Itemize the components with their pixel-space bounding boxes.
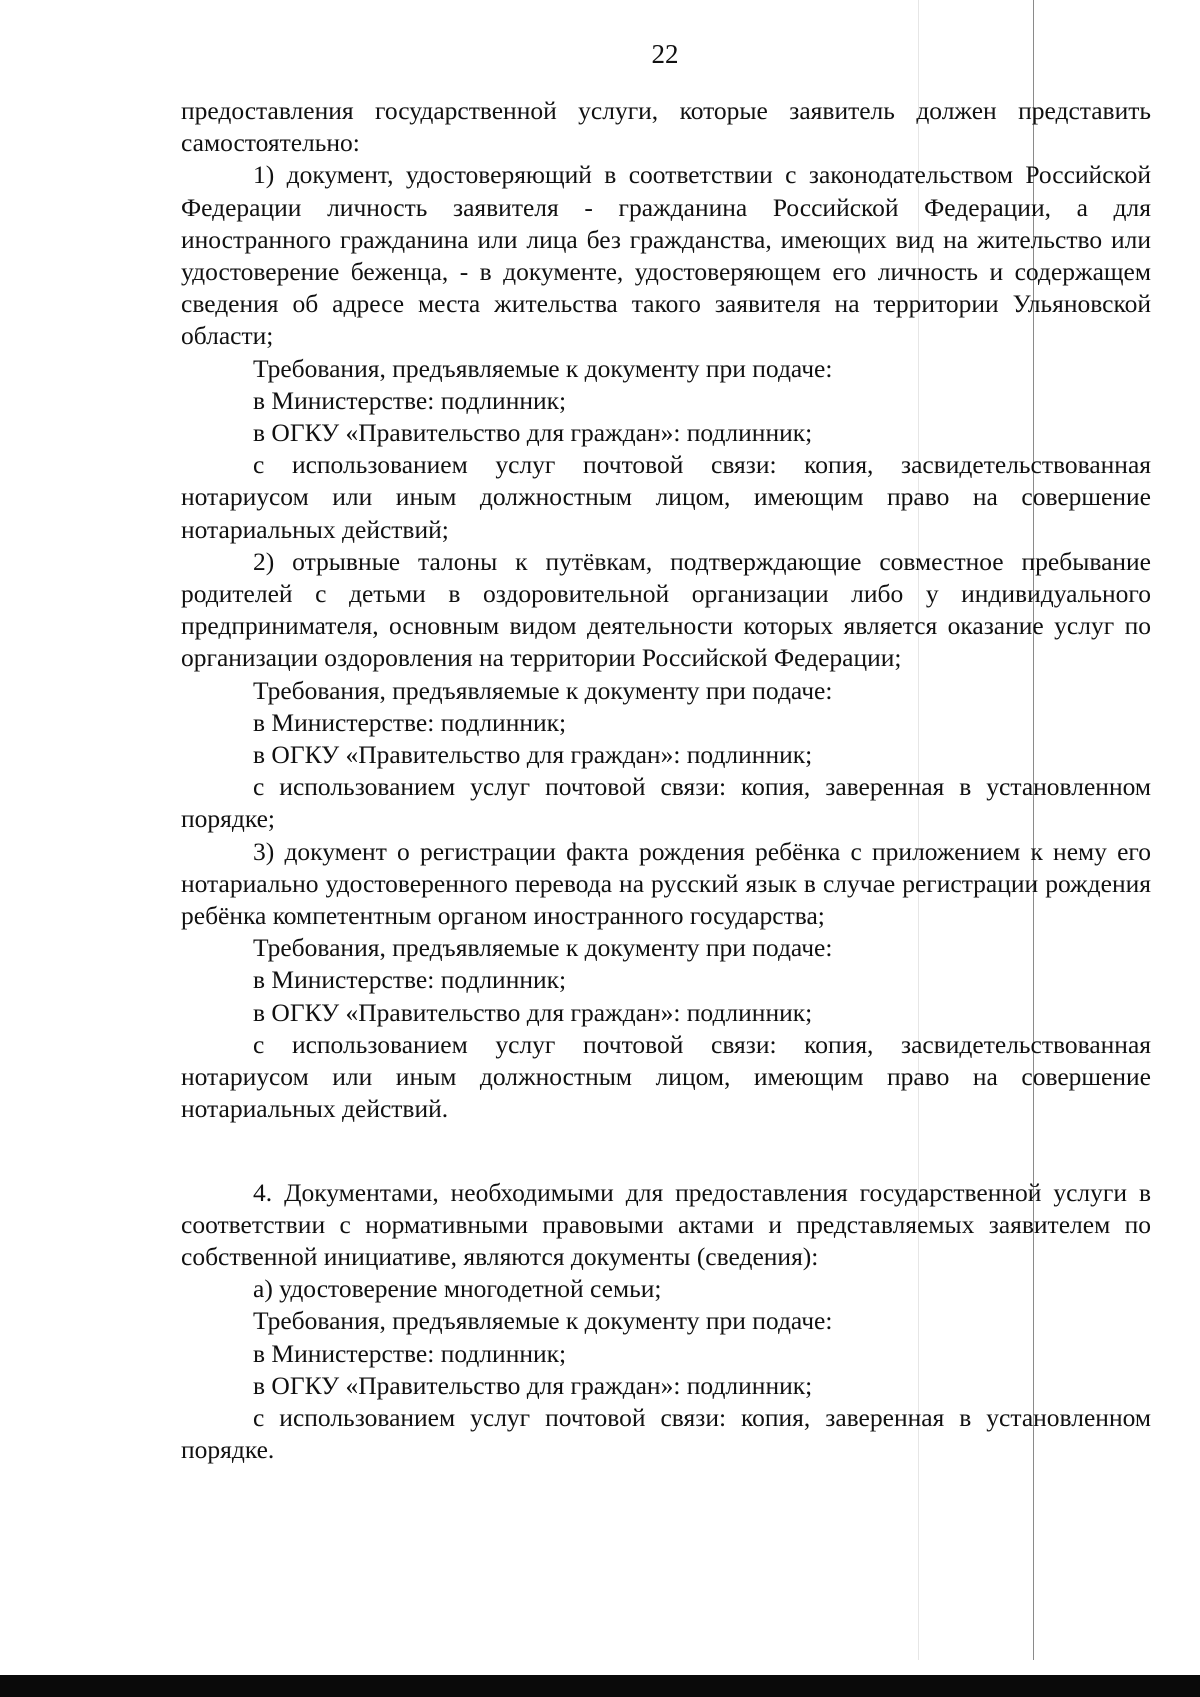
paragraph: 2) отрывные талоны к путёвкам, подтверждающие совместное пребывание родителей с детьми в оздоровительной организации либо у индивидуального предпринимателя, основным видом деятельности которых является оказание услуг по организации оздоровления на территории Российской Федерации;: [181, 546, 1151, 673]
paragraph: в ОГКУ «Правительство для граждан»: подлинник;: [253, 418, 813, 448]
paragraph: Требования, предъявляемые к документу при подаче:: [253, 933, 833, 963]
paragraph: с использованием услуг почтовой связи: копия, заверенная в установленном порядке.: [181, 1402, 1151, 1465]
paragraph: в Министерстве: подлинник;: [253, 707, 567, 737]
paragraph: с использованием услуг почтовой связи: копия, заверенная в установленном порядке;: [181, 772, 1151, 834]
paragraph: с использованием услуг почтовой связи: копия, засвидетельствованная нотариусом или иным должностным лицом, имеющим право на совершение нотариальных действий.: [181, 1029, 1151, 1124]
paragraph: с использованием услуг почтовой связи: копия, засвидетельствованная нотариусом или иным должностным лицом, имеющим право на совершение нотариальных действий;: [181, 450, 1151, 544]
page-number: 22: [651, 39, 679, 69]
paragraph: 4. Документами, необходимыми для предоставления государственной услуги в соответствии с нормативными правовыми актами и представляемых заявителем по собственной инициативе, являются документы (сведения):: [181, 1177, 1151, 1271]
paragraph: в Министерстве: подлинник;: [253, 385, 567, 415]
paragraph: Требования, предъявляемые к документу при подаче:: [253, 353, 833, 383]
paragraph: в ОГКУ «Правительство для граждан»: подлинник;: [253, 1370, 813, 1400]
paragraph: в ОГКУ «Правительство для граждан»: подлинник;: [253, 997, 813, 1027]
paragraph: а) удостоверение многодетной семьи;: [253, 1274, 662, 1304]
paragraph: 3) документ о регистрации факта рождения ребёнка с приложением к нему его нотариально удостоверенного перевода на русский язык в случае регистрации рождения ребёнка компетентным органом иностранного государства;: [181, 836, 1151, 931]
section-gap: [181, 1126, 1151, 1177]
paragraph: 1) документ, удостоверяющий в соответствии с законодательством Российской Федерации личность заявителя - гражданина Российской Федерации, а для иностранного гражданина или лица без гражданства, имеющих вид на жительство или удостоверение беженца, - в документе, удостоверяющем его личность и содержащем сведения об адресе места жительства такого заявителя на территории Ульяновской области;: [181, 160, 1151, 351]
paragraph: предоставления государственной услуги, которые заявитель должен представить самостоятельно:: [181, 96, 1151, 158]
document-body: [181, 95, 1151, 1466]
paragraph: в Министерстве: подлинник;: [253, 1338, 567, 1368]
paragraph: Требования, предъявляемые к документу при подаче:: [253, 675, 833, 705]
paragraph: в ОГКУ «Правительство для граждан»: подлинник;: [253, 740, 813, 770]
scan-bottom-edge: [0, 1675, 1200, 1697]
paragraph: в Министерстве: подлинник;: [253, 965, 567, 995]
paragraph: Требования, предъявляемые к документу при подаче:: [253, 1306, 833, 1336]
